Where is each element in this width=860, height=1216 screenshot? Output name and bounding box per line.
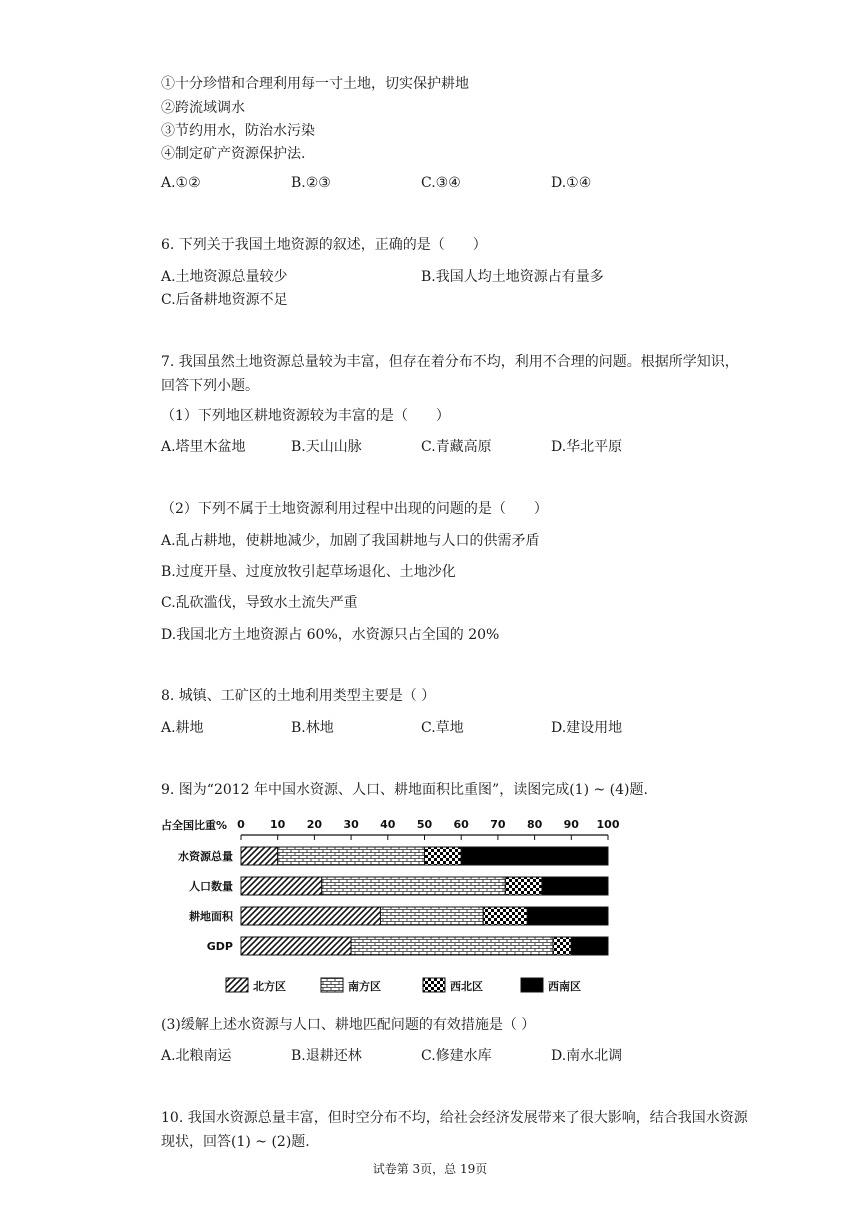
q7-sub2-option-c[interactable]: C.乱砍滥伐，导致水土流失严重 (161, 595, 358, 611)
q6-stem: 6. 下列关于我国土地资源的叙述，正确的是（ ） (161, 237, 487, 253)
tick-label: 40 (380, 818, 396, 831)
axis-label: 占全国比重% (161, 819, 228, 832)
option-a[interactable]: A.①② (161, 175, 201, 191)
bar-segment (241, 907, 380, 925)
bar-segment (351, 937, 553, 955)
q6-options-row1 (161, 267, 761, 287)
bar-segment (571, 937, 608, 955)
option-c[interactable]: C.修建水库 (421, 1048, 492, 1064)
page-footer: 试卷第 3页，总 19页 (372, 1162, 488, 1176)
option-c[interactable]: C.草地 (421, 720, 464, 736)
bar-segment (542, 877, 608, 895)
option-c[interactable]: C.后备耕地资源不足 (161, 292, 288, 308)
q10-stem: 10. 我国水资源总量丰富，但时空分布不均，给社会经济发展带来了很大影响，结合我国水资源现状，回答(1) ~ (2)题. (161, 1110, 748, 1150)
tick-label: 90 (563, 818, 579, 831)
bar-segment (425, 847, 462, 865)
bar-segment (241, 937, 351, 955)
q5-item-2: ②跨流域调水 (161, 100, 245, 116)
legend-swatch (423, 978, 445, 992)
q9-sub3-options (161, 1046, 761, 1066)
option-c[interactable]: C.青藏高原 (421, 439, 492, 455)
q8-stem: 8. 城镇、工矿区的土地利用类型主要是（ ） (161, 688, 436, 704)
option-b[interactable]: B.天山山脉 (291, 439, 362, 455)
option-b[interactable]: B.②③ (291, 175, 331, 191)
legend-label: 西北区 (450, 980, 483, 993)
tick-label: 0 (237, 818, 245, 831)
tick-label: 60 (453, 818, 469, 831)
bar-segment (278, 847, 425, 865)
tick-label: 20 (306, 818, 323, 831)
category-label: 耕地面积 (189, 910, 233, 923)
q7-sub2-option-b[interactable]: B.过度开垦、过度放牧引起草场退化、土地沙化 (161, 564, 456, 580)
bar-segment (553, 937, 571, 955)
option-b[interactable]: B.退耕还林 (291, 1048, 362, 1064)
category-label: 水资源总量 (178, 850, 233, 863)
option-d[interactable]: D.南水北调 (551, 1048, 623, 1064)
bar-segment (380, 907, 483, 925)
category-label: 人口数量 (189, 880, 233, 893)
tick-label: 80 (526, 818, 543, 831)
legend-swatch (521, 978, 543, 992)
option-d[interactable]: D.建设用地 (551, 720, 623, 736)
proportion-bar-chart (161, 813, 631, 1003)
q5-item-3: ③节约用水，防治水污染 (161, 123, 315, 139)
tick-label: 100 (596, 818, 620, 831)
q7-sub1: （1）下列地区耕地资源较为丰富的是（ ） (161, 408, 450, 424)
option-b[interactable]: B.我国人均土地资源占有量多 (421, 269, 604, 285)
bar-segment (527, 907, 608, 925)
legend-label: 南方区 (348, 980, 381, 993)
option-c[interactable]: C.③④ (421, 175, 461, 191)
q6-options-row2 (161, 290, 761, 310)
tick-label: 30 (343, 818, 359, 831)
q7-sub2: （2）下列不属于土地资源利用过程中出现的问题的是（ ） (161, 501, 548, 517)
q7-sub2-option-a[interactable]: A.乱占耕地，使耕地减少，加剧了我国耕地与人口的供需矛盾 (161, 533, 540, 549)
option-a[interactable]: A.耕地 (161, 720, 204, 736)
option-a[interactable]: A.土地资源总量较少 (161, 269, 288, 285)
legend-label: 北方区 (253, 980, 286, 993)
q7-sub1-options (161, 437, 761, 457)
q5-item-4: ④制定矿产资源保护法. (161, 146, 306, 162)
bar-segment (483, 907, 527, 925)
legend-swatch (321, 978, 343, 992)
q8-options (161, 718, 761, 738)
tick-label: 10 (270, 818, 286, 831)
category-label: GDP (206, 940, 233, 953)
option-a[interactable]: A.北粮南运 (161, 1048, 232, 1064)
q7-stem: 7. 我国虽然土地资源总量较为丰富，但存在着分布不均，利用不合理的问题。根据所学知识，回答下列小题。 (161, 354, 739, 394)
bar-segment (461, 847, 608, 865)
q5-options (161, 173, 761, 193)
q9-stem: 9. 图为“2012 年中国水资源、人口、耕地面积比重图”，读图完成(1) ~ (4)题. (161, 782, 648, 798)
tick-label: 70 (490, 818, 506, 831)
bar-segment (505, 877, 542, 895)
q5-item-1: ①十分珍惜和合理利用每一寸土地，切实保护耕地 (161, 76, 469, 92)
option-d[interactable]: D.①④ (551, 175, 592, 191)
bar-segment (241, 877, 322, 895)
option-d[interactable]: D.华北平原 (551, 439, 623, 455)
option-a[interactable]: A.塔里木盆地 (161, 439, 246, 455)
bar-segment (322, 877, 506, 895)
q7-sub2-option-d[interactable]: D.我国北方土地资源占 60%，水资源只占全国的 20% (161, 627, 500, 643)
option-b[interactable]: B.林地 (291, 720, 334, 736)
bar-segment (241, 847, 278, 865)
legend-label: 西南区 (548, 980, 581, 993)
tick-label: 50 (416, 818, 433, 831)
legend-swatch (226, 978, 248, 992)
q9-sub3: (3)缓解上述水资源与人口、耕地匹配问题的有效措施是（ ） (161, 1017, 536, 1033)
